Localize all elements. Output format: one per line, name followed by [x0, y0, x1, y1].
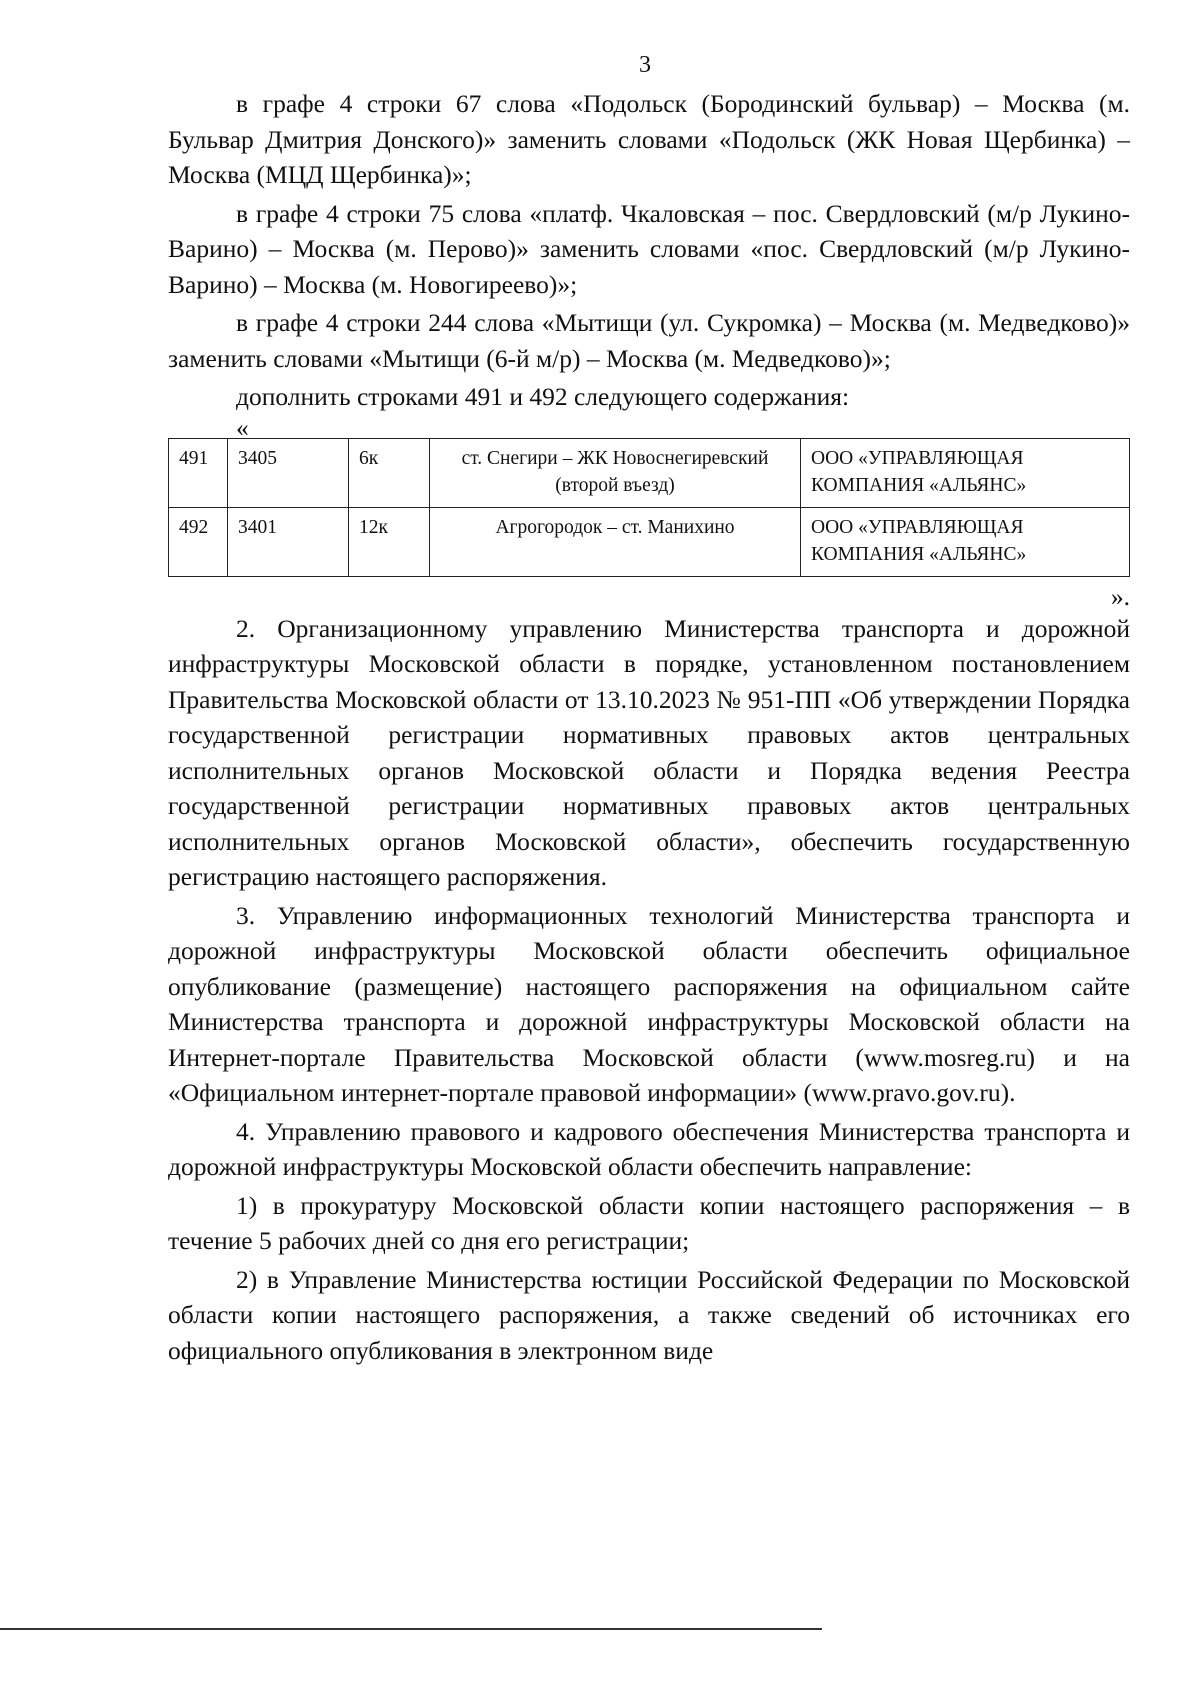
- route-number-cell: 12к: [349, 507, 430, 576]
- page-number: 3: [639, 52, 651, 78]
- amendment-paragraph-add-rows: дополнить строками 491 и 492 следующего содержания:: [236, 382, 850, 411]
- table-row: [169, 438, 1130, 507]
- carrier-cell: ООО «УПРАВЛЯЮЩАЯ КОМПАНИЯ «АЛЬЯНС»: [801, 507, 1130, 576]
- route-name-cell: Агрогородок – ст. Манихино: [430, 507, 801, 576]
- scan-bottom-rule: [0, 1628, 822, 1630]
- quote-close-mark: ».: [1110, 581, 1130, 611]
- amendment-paragraph-row-67: в графе 4 строки 67 слова «Подольск (Бородинский бульвар) – Москва (м. Бульвар Дмитрия Донского)» заменить словами «Подольск (ЖК Новая Щербинка) – Москва (МЦД Щербинка)»;: [168, 89, 1130, 189]
- clause-4-subitem-2: 2) в Управление Министерства юстиции Российской Федерации по Московской области копии настоящего распоряжения, а также сведений об источниках его официального опубликования в электронном виде: [168, 1264, 1130, 1365]
- amendment-paragraph-row-244: в графе 4 строки 244 слова «Мытищи (ул. Сукромка) – Москва (м. Медведково)» заменить словами «Мытищи (6-й м/р) – Москва (м. Медведково)»;: [168, 308, 1130, 373]
- route-name-cell: ст. Снегири – ЖК Новоснегиревский (второй въезд): [430, 438, 801, 507]
- clause-4-paragraph: 4. Управлению правового и кадрового обеспечения Министерства транспорта и дорожной инфраструктуры Московской области обеспечить направление:: [168, 1116, 1130, 1181]
- amendment-paragraph-row-75: в графе 4 строки 75 слова «платф. Чкаловская – пос. Свердловский (м/р Лукино-Варино) – Москва (м. Перово)» заменить словами «пос. Свердловский (м/р Лукино-Варино) – Москва (м. Новогиреево)»;: [168, 198, 1130, 299]
- row-number-cell: 492: [169, 507, 228, 576]
- registration-number-cell: 3405: [228, 438, 349, 507]
- quote-open-mark: «: [236, 412, 249, 442]
- inserted-rows-table: [168, 438, 1130, 577]
- clause-4-subitem-1: 1) в прокуратуру Московской области копии настоящего распоряжения – в течение 5 рабочих дней со дня его регистрации;: [168, 1190, 1130, 1255]
- clause-2-paragraph: 2. Организационному управлению Министерства транспорта и дорожной инфраструктуры Московской области в порядке, установленном постановлением Правительства Московской области от 13.10.2023 № 951-ПП «Об утверждении Порядка государственной регистрации нормативных правовых актов центральных исполнительных органов Московской области и Порядка ведения Реестра государственной регистрации нормативных правовых актов центральных исполнительных органов Московской области», обеспечить государственную регистрацию настоящего распоряжения.: [168, 613, 1130, 891]
- row-number-cell: 491: [169, 438, 228, 507]
- carrier-cell: ООО «УПРАВЛЯЮЩАЯ КОМПАНИЯ «АЛЬЯНС»: [801, 438, 1130, 507]
- clause-3-paragraph: 3. Управлению информационных технологий Министерства транспорта и дорожной инфраструктуры Московской области обеспечить официальное опубликование (размещение) настоящего распоряжения на официальном сайте Министерства транспорта и дорожной инфраструктуры Московской области на Интернет-портале Правительства Московской области (www.mosreg.ru) и на «Официальном интернет-портале правовой информации» (www.pravo.gov.ru).: [168, 900, 1130, 1107]
- table-row: [169, 507, 1130, 576]
- route-number-cell: 6к: [349, 438, 430, 507]
- document-body: [168, 86, 1130, 1371]
- registration-number-cell: 3401: [228, 507, 349, 576]
